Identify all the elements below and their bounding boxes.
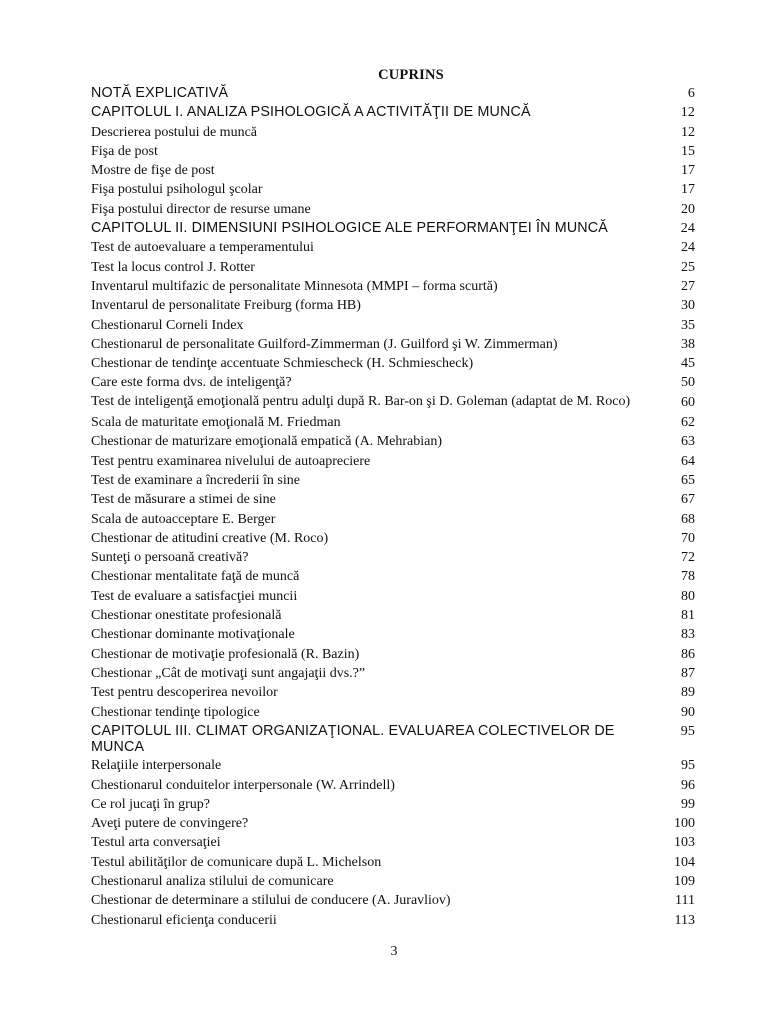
toc-row[interactable] <box>91 683 695 702</box>
toc-row[interactable] <box>91 471 695 490</box>
toc-entry-page: 103 <box>674 835 695 851</box>
toc-row[interactable] <box>91 413 695 432</box>
toc-entry-title: Test pentru descoperirea nevoilor <box>91 685 278 701</box>
toc-entry-title: Inventarul de personalitate Freiburg (forma HB) <box>91 298 361 314</box>
toc-entry-title: Mostre de fişe de post <box>91 163 215 179</box>
toc-row[interactable] <box>91 548 695 567</box>
toc-entry-title: Test de evaluare a satisfacţiei muncii <box>91 588 298 604</box>
toc-entry-page: 99 <box>681 796 695 812</box>
toc-entry-page: 24 <box>681 240 695 256</box>
toc-entry-title: NOTĂ EXPLICATIVĂ <box>91 85 229 101</box>
toc-entry-title: Chestionar de tendinţe accentuate Schmiescheck (H. Schmiescheck) <box>91 356 474 372</box>
toc-entry-title: Chestionar de atitudini creative (M. Roco) <box>91 530 329 546</box>
toc-entry-title: Chestionar de maturizare emoţională empatică (A. Mehrabian) <box>91 434 443 450</box>
toc-row[interactable] <box>91 238 695 257</box>
toc-chapter-row[interactable] <box>91 219 695 238</box>
toc-entry-title: Care este forma dvs. de inteligenţă? <box>91 375 292 391</box>
toc-row[interactable] <box>91 277 695 296</box>
toc-entry-title: Chestionar onestitate profesională <box>91 608 282 624</box>
toc-entry-page: 17 <box>681 182 695 198</box>
toc-row[interactable] <box>91 200 695 219</box>
toc-row[interactable] <box>91 123 695 142</box>
toc-row[interactable] <box>91 853 695 872</box>
toc-entry-title: Test de măsurare a stimei de sine <box>91 492 276 508</box>
toc-row[interactable] <box>91 335 695 354</box>
toc-entry-page: 90 <box>681 704 695 720</box>
toc-entry-title: Ce rol jucaţi în grup? <box>91 796 210 812</box>
toc-entry-title: Testul arta conversaţiei <box>91 835 221 851</box>
toc-entry-title: Fişa de post <box>91 143 158 159</box>
toc-entry-title: Test pentru examinarea nivelului de autoapreciere <box>91 453 371 469</box>
toc-entry-page: 17 <box>681 163 695 179</box>
toc-row[interactable] <box>91 645 695 664</box>
toc-entry-title: Testul abilităţilor de comunicare după L. Michelson <box>91 854 382 870</box>
toc-row[interactable] <box>91 891 695 910</box>
toc-entry-page: 72 <box>681 550 695 566</box>
toc-row[interactable] <box>91 373 695 392</box>
toc-row[interactable] <box>91 664 695 683</box>
page-title: CUPRINS <box>378 67 444 83</box>
toc-entry-page: 50 <box>681 375 695 391</box>
toc-chapter-row[interactable] <box>91 103 695 122</box>
toc-entry-page: 78 <box>681 569 695 585</box>
toc-entry-title: Chestionar de motivaţie profesională (R. Bazin) <box>91 646 360 662</box>
toc-entry-title: Test de examinare a încrederii în sine <box>91 472 300 488</box>
toc-entry-title: CAPITOLUL I. ANALIZA PSIHOLOGICĂ A ACTIVITĂŢII DE MUNCĂ <box>91 104 531 121</box>
toc-entry-page: 15 <box>681 143 695 159</box>
toc-entry-page: 63 <box>681 434 695 450</box>
toc-row[interactable] <box>91 776 695 795</box>
toc-entry-page: 86 <box>681 646 695 662</box>
toc-row[interactable] <box>91 567 695 586</box>
toc-row[interactable] <box>91 795 695 814</box>
toc-entry-page: 96 <box>681 777 695 793</box>
toc-row[interactable] <box>91 452 695 471</box>
toc-entry-title: Fişa postului director de resurse umane <box>91 201 311 217</box>
toc-row[interactable] <box>91 529 695 548</box>
toc-entry-title: Scala de maturitate emoţională M. Friedman <box>91 415 341 431</box>
toc-row[interactable] <box>91 296 695 315</box>
toc-row[interactable] <box>91 316 695 335</box>
toc-entry-page: 30 <box>681 298 695 314</box>
toc-row[interactable] <box>91 432 695 451</box>
toc-entry-page: 38 <box>681 336 695 352</box>
toc-row[interactable] <box>91 606 695 625</box>
toc-entry-page: 12 <box>681 124 695 140</box>
toc-entry-title: Sunteţi o persoană creativă? <box>91 550 249 566</box>
toc-entry-page: 27 <box>681 278 695 294</box>
toc-entry-title: Test de autoevaluare a temperamentului <box>91 240 314 256</box>
toc-entry-title: Chestionar tendinţe tipologice <box>91 704 260 720</box>
table-of-contents <box>91 84 695 930</box>
toc-entry-page: 45 <box>681 356 695 372</box>
toc-entry-page: 109 <box>674 873 695 889</box>
toc-entry-title: Chestionar de determinare a stilului de conducere (A. Juravliov) <box>91 893 451 909</box>
toc-entry-title: Chestionar mentalitate faţă de muncă <box>91 569 300 585</box>
toc-entry-page: 68 <box>681 511 695 527</box>
toc-entry-page: 89 <box>681 685 695 701</box>
toc-entry-page: 6 <box>687 86 695 101</box>
toc-row[interactable] <box>91 354 695 373</box>
toc-entry-title: CAPITOLUL II. DIMENSIUNI PSIHOLOGICE ALE PERFORMANŢEI ÎN MUNCĂ <box>91 220 608 237</box>
toc-entry-title: Aveţi putere de convingere? <box>91 816 249 832</box>
toc-entry-title: Chestionar „Cât de motivaţi sunt angajaţii dvs.?” <box>91 665 366 681</box>
toc-entry-page: 113 <box>674 912 695 928</box>
toc-entry-title: Scala de autoacceptare E. Berger <box>91 511 276 527</box>
toc-entry-title: Relaţiile interpersonale <box>91 758 222 774</box>
toc-row[interactable] <box>91 258 695 277</box>
toc-row[interactable] <box>91 161 695 180</box>
toc-entry-page: 12 <box>680 105 695 121</box>
toc-entry-page: 83 <box>681 627 695 643</box>
toc-row[interactable] <box>91 814 695 833</box>
toc-entry-title: Chestionarul de personalitate Guilford-Zimmerman (J. Guilford şi W. Zimmerman) <box>91 336 558 352</box>
toc-row[interactable] <box>91 703 695 722</box>
toc-entry-page: 25 <box>681 259 695 275</box>
toc-entry-page: 20 <box>681 201 695 217</box>
toc-row[interactable] <box>91 756 695 775</box>
toc-entry-title: Fişa postului psihologul şcolar <box>91 182 263 198</box>
toc-chapter-row[interactable] <box>91 84 695 103</box>
toc-entry-page: 87 <box>681 665 695 681</box>
toc-entry-title: Chestionar dominante motivaţionale <box>91 627 295 643</box>
toc-entry-page: 80 <box>681 588 695 604</box>
toc-entry-page: 65 <box>681 472 695 488</box>
toc-row[interactable] <box>91 587 695 606</box>
toc-row[interactable] <box>91 180 695 199</box>
toc-entry-page: 95 <box>680 723 695 739</box>
toc-entry-page: 62 <box>681 415 695 431</box>
toc-entry-page: 95 <box>681 758 695 774</box>
toc-entry-title: Chestionarul analiza stilului de comunicare <box>91 873 334 889</box>
toc-entry-title: Chestionarul conduitelor interpersonale (W. Arrindell) <box>91 777 395 793</box>
toc-entry-page: 60 <box>681 394 695 410</box>
toc-row[interactable] <box>91 510 695 529</box>
toc-row[interactable] <box>91 393 695 412</box>
toc-entry-title: Test de inteligenţă emoţională pentru adulţi după R. Bar-on şi D. Goleman (adaptat de M. Roco) <box>91 393 631 409</box>
toc-entry-title: CAPITOLUL III. CLIMAT ORGANIZAŢIONAL. EVALUAREA COLECTIVELOR DE MUNCA <box>91 722 615 755</box>
toc-entry-page: 24 <box>680 221 695 237</box>
toc-entry-title: Chestionarul eficienţa conducerii <box>91 912 277 928</box>
toc-entry-title: Test la locus control J. Rotter <box>91 259 255 275</box>
toc-row[interactable] <box>91 490 695 509</box>
toc-row[interactable] <box>91 142 695 161</box>
toc-entry-page: 70 <box>681 530 695 546</box>
toc-row[interactable] <box>91 625 695 644</box>
toc-entry-page: 104 <box>674 854 695 870</box>
toc-row[interactable] <box>91 872 695 891</box>
toc-chapter-row[interactable] <box>91 722 695 755</box>
toc-entry-title: Descrierea postului de muncă <box>91 124 257 140</box>
toc-entry-title: Chestionarul Corneli Index <box>91 317 244 333</box>
toc-entry-page: 64 <box>681 453 695 469</box>
toc-row[interactable] <box>91 833 695 852</box>
toc-entry-page: 35 <box>681 317 695 333</box>
toc-row[interactable] <box>91 911 695 930</box>
toc-entry-page: 67 <box>681 492 695 508</box>
toc-entry-page: 111 <box>675 893 695 909</box>
toc-entry-title: Inventarul multifazic de personalitate Minnesota (MMPI – forma scurtă) <box>91 278 498 294</box>
toc-entry-page: 100 <box>674 816 695 832</box>
toc-entry-page: 81 <box>681 608 695 624</box>
page-number: 3 <box>390 944 398 959</box>
